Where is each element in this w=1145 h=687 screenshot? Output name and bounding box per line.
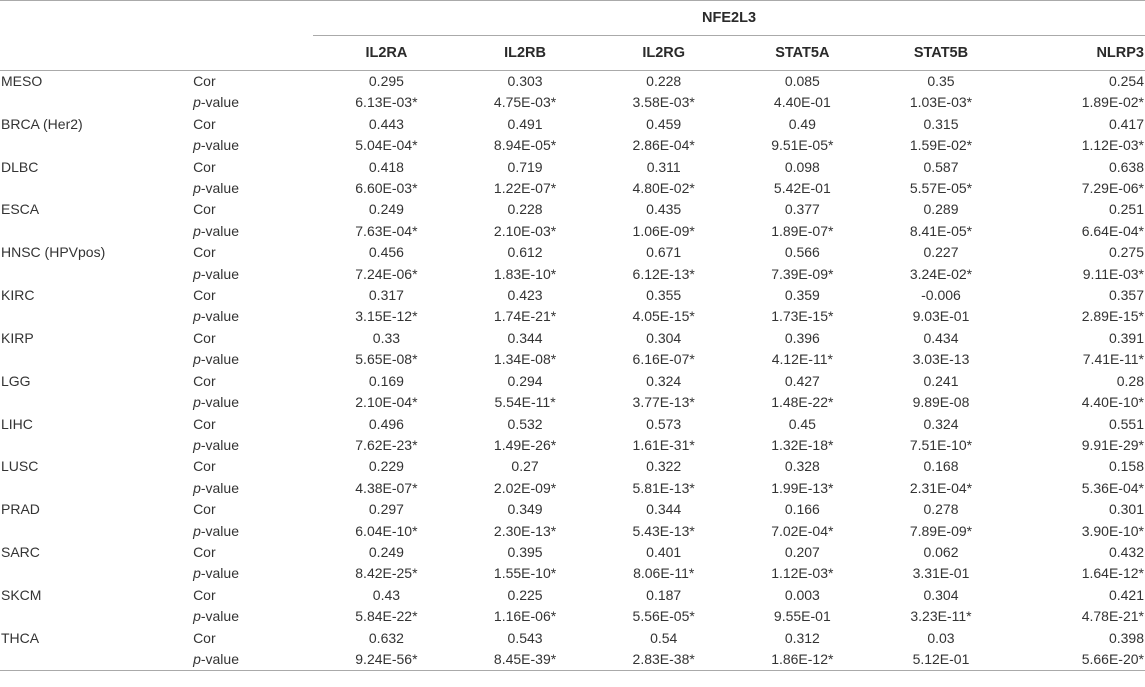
- stat-label-cor: Cor: [193, 73, 216, 89]
- p-suffix: -value: [200, 180, 239, 197]
- table-row-pvalue: [0, 135, 1145, 156]
- pvalue-cell: 8.42E-25*: [355, 565, 418, 582]
- pvalue-cell: 7.29E-06*: [1081, 180, 1144, 197]
- stat-label-pvalue: [193, 306, 313, 327]
- p-suffix: -value: [200, 351, 239, 368]
- cancer-type-label: MESO: [1, 73, 43, 89]
- table-row-pvalue: [0, 606, 1145, 627]
- pvalue-cell: 2.10E-03*: [493, 222, 557, 239]
- cor-value-cell: 0.344: [646, 501, 682, 518]
- p-italic: p: [193, 94, 201, 111]
- cor-value-cell: 0.158: [1108, 458, 1144, 475]
- pvalue-cell: 1.86E-12*: [729, 649, 868, 671]
- cor-value-cell: 0.249: [368, 201, 404, 218]
- table-row-pvalue: [0, 478, 1145, 499]
- p-italic: p: [193, 265, 201, 282]
- cor-value-cell: 0.349: [507, 501, 543, 518]
- empty-cell: [0, 92, 193, 113]
- pvalue-cell: 6.16E-07*: [632, 351, 695, 368]
- cor-value-cell: 0.357: [1108, 287, 1144, 304]
- stat-label-pvalue: [193, 178, 313, 199]
- pvalue-cell: 2.83E-38*: [590, 649, 729, 671]
- p-italic: p: [193, 351, 201, 368]
- table-row-pvalue: [0, 306, 1145, 327]
- cor-value-cell: 0.532: [507, 415, 543, 432]
- pvalue-cell: 6.60E-03*: [355, 180, 418, 197]
- empty-cell: [0, 521, 193, 542]
- pvalue-cell: 7.24E-06*: [355, 265, 418, 282]
- cor-value-cell: 0.098: [784, 158, 820, 175]
- stat-label-cor: Cor: [193, 244, 216, 261]
- cor-value-cell: 0.456: [368, 244, 404, 261]
- cor-value-cell: 0.35: [927, 73, 955, 89]
- table-row-pvalue: [0, 649, 1145, 671]
- cor-value-cell: 0.228: [507, 201, 543, 218]
- pvalue-cell: 1.12E-03*: [771, 565, 834, 582]
- cor-value-cell: 0.43: [372, 586, 401, 603]
- pvalue-cell: 5.81E-13*: [632, 479, 695, 496]
- pvalue-cell: 2.02E-09*: [493, 479, 557, 496]
- cor-value-cell: 0.443: [368, 115, 404, 132]
- stat-label-pvalue: [193, 563, 313, 584]
- pvalue-cell: 4.12E-11*: [771, 351, 833, 368]
- pvalue-cell: 5.04E-04*: [355, 137, 418, 154]
- cor-value-cell: 0.003: [784, 586, 820, 603]
- pvalue-cell: 1.32E-18*: [771, 436, 834, 453]
- pvalue-cell: 2.86E-04*: [632, 137, 695, 154]
- stat-label-cor: Cor: [193, 458, 216, 475]
- table-row-cor: [0, 157, 1145, 178]
- blank-header-cell: [0, 36, 193, 71]
- cor-value-cell: 0.45: [788, 415, 816, 432]
- table-row-pvalue: [0, 392, 1145, 413]
- p-italic: p: [193, 394, 201, 411]
- stat-label-cor: Cor: [193, 158, 216, 175]
- pvalue-cell: 6.64E-04*: [1081, 222, 1144, 239]
- table-row-pvalue: [0, 521, 1145, 542]
- cor-value-cell: 0.295: [368, 73, 404, 89]
- cor-value-cell: 0.251: [1108, 201, 1144, 218]
- pvalue-cell: 2.31E-04*: [909, 479, 973, 496]
- cor-value-cell: 0.289: [923, 201, 959, 218]
- pvalue-cell: 9.91E-29*: [1081, 436, 1144, 453]
- p-italic: p: [193, 308, 201, 325]
- stat-label-pvalue: [193, 521, 313, 542]
- cor-value-cell: 0.432: [1108, 543, 1144, 560]
- stat-label-pvalue: [193, 349, 313, 370]
- stat-label-cor: Cor: [193, 501, 216, 518]
- cor-value-cell: -0.006: [921, 287, 961, 304]
- pvalue-cell: 3.58E-03*: [632, 94, 695, 111]
- cor-value-cell: 0.225: [507, 586, 543, 603]
- table-row-pvalue: [0, 563, 1145, 584]
- table-row-pvalue: [0, 349, 1145, 370]
- stat-label-cor: Cor: [193, 543, 216, 560]
- pvalue-cell: 9.24E-56*: [313, 649, 452, 671]
- cor-value-cell: 0.227: [923, 244, 959, 261]
- table-row-cor: [0, 585, 1145, 606]
- stat-label-pvalue: [193, 435, 313, 456]
- cancer-type-label: THCA: [1, 629, 40, 646]
- table-row-cor: [0, 199, 1145, 220]
- cor-value-cell: 0.391: [1108, 329, 1144, 346]
- pvalue-cell: 4.05E-15*: [632, 308, 695, 325]
- empty-cell: [0, 349, 193, 370]
- pvalue-cell: 7.02E-04*: [771, 522, 834, 539]
- cor-value-cell: 0.612: [507, 244, 543, 261]
- cor-value-cell: 0.344: [507, 329, 543, 346]
- cor-value-cell: 0.03: [927, 629, 955, 646]
- cancer-type-label: ESCA: [1, 201, 40, 218]
- cor-value-cell: 0.187: [646, 586, 682, 603]
- pvalue-cell: 1.55E-10*: [493, 565, 557, 582]
- pvalue-cell: 9.11E-03*: [1082, 265, 1144, 282]
- empty-cell: [0, 221, 193, 242]
- pvalue-cell: 1.22E-07*: [493, 180, 557, 197]
- pvalue-cell: 5.65E-08*: [355, 351, 418, 368]
- table-row-pvalue: [0, 221, 1145, 242]
- pvalue-cell: 1.12E-03*: [1081, 137, 1144, 154]
- stat-label-pvalue: [193, 606, 313, 627]
- table-row-pvalue: [0, 92, 1145, 113]
- cor-value-cell: 0.418: [368, 158, 404, 175]
- pvalue-cell: 4.80E-02*: [632, 180, 695, 197]
- cor-value-cell: 0.229: [368, 458, 404, 475]
- pvalue-cell: 7.63E-04*: [355, 222, 418, 239]
- cor-value-cell: 0.207: [784, 543, 820, 560]
- pvalue-cell: 3.24E-02*: [909, 265, 973, 282]
- pvalue-cell: 5.43E-13*: [632, 522, 695, 539]
- p-italic: p: [193, 565, 201, 582]
- table-row-cor: [0, 114, 1145, 135]
- column-header-il2rg: IL2RG: [590, 36, 729, 71]
- pvalue-cell: 3.90E-10*: [1081, 522, 1144, 539]
- pvalue-cell: 2.10E-04*: [355, 394, 418, 411]
- cor-value-cell: 0.168: [923, 458, 959, 475]
- stat-label-cor: Cor: [193, 586, 216, 603]
- cor-value-cell: 0.421: [1108, 586, 1144, 603]
- cor-value-cell: 0.315: [923, 115, 959, 132]
- pvalue-cell: 8.94E-05*: [493, 137, 557, 154]
- pvalue-cell: 6.12E-13*: [632, 265, 695, 282]
- p-italic: p: [193, 222, 201, 239]
- pvalue-cell: 7.51E-10*: [909, 436, 973, 453]
- pvalue-cell: 1.48E-22*: [771, 394, 834, 411]
- p-suffix: -value: [200, 522, 239, 539]
- cor-value-cell: 0.275: [1108, 244, 1144, 261]
- pvalue-cell: 4.38E-07*: [355, 479, 418, 496]
- cor-value-cell: 0.254: [1108, 73, 1144, 89]
- pvalue-cell: 6.04E-10*: [355, 522, 418, 539]
- table-row-cor: [0, 414, 1145, 435]
- pvalue-cell: 7.39E-09*: [771, 265, 834, 282]
- stat-label-pvalue: [193, 264, 313, 285]
- pvalue-cell: 5.56E-05*: [632, 608, 695, 625]
- cor-value-cell: 0.401: [646, 543, 682, 560]
- cor-value-cell: 0.228: [646, 73, 682, 89]
- column-header-nlrp3: NLRP3: [1006, 36, 1145, 71]
- pvalue-cell: 3.15E-12*: [355, 308, 418, 325]
- cor-value-cell: 0.427: [784, 372, 820, 389]
- cor-value-cell: 0.638: [1108, 158, 1144, 175]
- cor-value-cell: 0.062: [923, 543, 959, 560]
- pvalue-cell: 8.06E-11*: [633, 565, 695, 582]
- cor-value-cell: 0.719: [507, 158, 543, 175]
- cor-value-cell: 0.566: [784, 244, 820, 261]
- empty-cell: [0, 435, 193, 456]
- cor-value-cell: 0.085: [784, 73, 820, 89]
- p-italic: p: [193, 650, 201, 667]
- cor-value-cell: 0.312: [784, 629, 820, 646]
- pvalue-cell: 4.40E-10*: [1081, 394, 1144, 411]
- p-italic: p: [193, 479, 201, 496]
- cor-value-cell: 0.355: [646, 287, 682, 304]
- cancer-type-label: BRCA (Her2): [1, 115, 83, 132]
- empty-cell: [0, 178, 193, 199]
- p-suffix: -value: [200, 608, 239, 625]
- cancer-type-label: SKCM: [1, 586, 42, 603]
- pvalue-cell: 2.30E-13*: [493, 522, 557, 539]
- pvalue-cell: 5.57E-05*: [909, 180, 973, 197]
- cancer-type-label: SARC: [1, 543, 40, 560]
- pvalue-cell: 1.73E-15*: [771, 308, 834, 325]
- p-suffix: -value: [200, 265, 239, 282]
- cor-value-cell: 0.359: [784, 287, 820, 304]
- cor-value-cell: 0.278: [923, 501, 959, 518]
- cor-value-cell: 0.311: [646, 158, 681, 175]
- cancer-type-label: LIHC: [1, 415, 33, 432]
- cor-value-cell: 0.241: [923, 372, 959, 389]
- p-suffix: -value: [200, 436, 239, 453]
- empty-cell: [0, 478, 193, 499]
- stat-label-cor: Cor: [193, 372, 216, 389]
- blank-header-cell: [0, 1, 193, 36]
- stat-label-cor: Cor: [193, 329, 216, 346]
- table-row-cor: [0, 456, 1145, 477]
- cor-value-cell: 0.435: [646, 201, 682, 218]
- cor-value-cell: 0.434: [923, 329, 959, 346]
- cancer-type-label: KIRC: [1, 287, 35, 304]
- pvalue-cell: 4.40E-01: [773, 94, 831, 111]
- cor-value-cell: 0.395: [507, 543, 543, 560]
- pvalue-cell: 8.41E-05*: [909, 222, 973, 239]
- stat-label-pvalue: [193, 478, 313, 499]
- pvalue-cell: 4.75E-03*: [493, 94, 557, 111]
- cancer-type-label: LUSC: [1, 458, 39, 475]
- cor-value-cell: 0.491: [507, 115, 543, 132]
- cor-value-cell: 0.304: [646, 329, 682, 346]
- pvalue-cell: 5.36E-04*: [1081, 479, 1144, 496]
- cor-value-cell: 0.54: [650, 629, 678, 646]
- cancer-type-label: PRAD: [1, 501, 40, 518]
- stat-label-cor: Cor: [193, 415, 216, 432]
- pvalue-cell: 6.13E-03*: [355, 94, 418, 111]
- empty-cell: [0, 135, 193, 156]
- table-row-cor: [0, 71, 1145, 93]
- pvalue-cell: 8.45E-39*: [452, 649, 591, 671]
- blank-header-cell: [193, 36, 313, 71]
- pvalue-cell: 5.42E-01: [773, 180, 831, 197]
- p-suffix: -value: [200, 137, 239, 154]
- p-italic: p: [193, 180, 201, 197]
- p-suffix: -value: [200, 479, 239, 496]
- pvalue-cell: 5.12E-01: [868, 649, 1007, 671]
- pvalue-cell: 3.31E-01: [912, 565, 970, 582]
- pvalue-cell: 5.84E-22*: [355, 608, 418, 625]
- pvalue-cell: 1.34E-08*: [493, 351, 557, 368]
- pvalue-cell: 1.59E-02*: [909, 137, 973, 154]
- cor-value-cell: 0.396: [784, 329, 820, 346]
- p-suffix: -value: [200, 565, 239, 582]
- cor-value-cell: 0.303: [507, 73, 543, 89]
- pvalue-cell: 7.89E-09*: [909, 522, 973, 539]
- pvalue-cell: 3.77E-13*: [632, 394, 695, 411]
- cor-value-cell: 0.423: [507, 287, 543, 304]
- cor-value-cell: 0.324: [646, 372, 682, 389]
- cor-value-cell: 0.169: [368, 372, 404, 389]
- cor-value-cell: 0.587: [923, 158, 959, 175]
- gene-group-header: NFE2L3: [313, 1, 1145, 36]
- table-body: [0, 71, 1145, 671]
- table-row-pvalue: [0, 435, 1145, 456]
- cor-value-cell: 0.496: [368, 415, 404, 432]
- cor-value-cell: 0.33: [372, 329, 401, 346]
- table-row-cor: [0, 328, 1145, 349]
- cor-value-cell: 0.328: [784, 458, 820, 475]
- cor-value-cell: 0.322: [646, 458, 682, 475]
- pvalue-cell: 7.62E-23*: [355, 436, 418, 453]
- empty-cell: [0, 264, 193, 285]
- cor-value-cell: 0.49: [788, 115, 816, 132]
- pvalue-cell: 1.64E-12*: [1081, 565, 1144, 582]
- empty-cell: [0, 606, 193, 627]
- pvalue-cell: 9.55E-01: [773, 608, 831, 625]
- table-row-cor: [0, 542, 1145, 563]
- cor-value-cell: 0.301: [1108, 501, 1144, 518]
- pvalue-cell: 4.78E-21*: [1081, 608, 1144, 625]
- column-header-stat5a: STAT5A: [729, 36, 868, 71]
- cor-value-cell: 0.377: [784, 201, 820, 218]
- pvalue-cell: 1.89E-07*: [771, 222, 834, 239]
- cor-value-cell: 0.317: [368, 287, 404, 304]
- p-suffix: -value: [200, 222, 239, 239]
- p-italic: p: [193, 522, 201, 539]
- empty-cell: [0, 649, 193, 671]
- p-italic: p: [193, 137, 201, 154]
- cancer-type-label: LGG: [1, 372, 31, 389]
- pvalue-cell: 1.49E-26*: [493, 436, 557, 453]
- pvalue-cell: 9.03E-01: [912, 308, 970, 325]
- pvalue-cell: 1.61E-31*: [632, 436, 695, 453]
- cor-value-cell: 0.324: [923, 415, 959, 432]
- column-header-il2rb: IL2RB: [452, 36, 591, 71]
- pvalue-cell: 1.16E-06*: [493, 608, 557, 625]
- stat-label-pvalue: [193, 135, 313, 156]
- cor-value-cell: 0.398: [1108, 629, 1144, 646]
- pvalue-cell: 9.51E-05*: [771, 137, 834, 154]
- cor-value-cell: 0.166: [784, 501, 820, 518]
- table-row-pvalue: [0, 178, 1145, 199]
- pvalue-cell: 9.89E-08: [912, 394, 970, 411]
- empty-cell: [0, 306, 193, 327]
- p-italic: p: [193, 608, 201, 625]
- p-italic: p: [193, 436, 201, 453]
- column-header-stat5b: STAT5B: [868, 36, 1007, 71]
- table-row-pvalue: [0, 264, 1145, 285]
- cancer-type-label: HNSC (HPVpos): [1, 244, 106, 261]
- cancer-type-label: KIRP: [1, 329, 34, 346]
- cor-value-cell: 0.249: [368, 543, 404, 560]
- pvalue-cell: 3.03E-13: [912, 351, 970, 368]
- pvalue-cell: 2.89E-15*: [1081, 308, 1144, 325]
- stat-label-cor: Cor: [193, 201, 216, 218]
- pvalue-cell: 1.03E-03*: [909, 94, 973, 111]
- cor-value-cell: 0.417: [1108, 115, 1144, 132]
- pvalue-cell: 1.89E-02*: [1081, 94, 1144, 111]
- cor-value-cell: 0.551: [1108, 415, 1144, 432]
- cor-value-cell: 0.459: [646, 115, 682, 132]
- group-header-row: [0, 1, 1145, 36]
- table-row-cor: [0, 499, 1145, 520]
- cor-value-cell: 0.27: [511, 458, 539, 475]
- stat-label-pvalue: [193, 221, 313, 242]
- table-row-cor: [0, 285, 1145, 306]
- pvalue-cell: 1.74E-21*: [493, 308, 557, 325]
- stat-label-pvalue: [193, 392, 313, 413]
- cor-value-cell: 0.543: [507, 629, 543, 646]
- stat-label-cor: Cor: [193, 115, 216, 132]
- cor-value-cell: 0.294: [507, 372, 543, 389]
- table-row-cor: [0, 371, 1145, 392]
- cor-value-cell: 0.297: [368, 501, 404, 518]
- cancer-type-label: DLBC: [1, 158, 39, 175]
- cor-value-cell: 0.28: [1116, 372, 1144, 389]
- stat-label-cor: Cor: [193, 629, 216, 646]
- stat-label-pvalue: [193, 649, 313, 671]
- table-row-cor: [0, 242, 1145, 263]
- pvalue-cell: 1.99E-13*: [771, 479, 834, 496]
- table-row-cor: [0, 628, 1145, 649]
- pvalue-cell: 1.83E-10*: [493, 265, 557, 282]
- empty-cell: [0, 392, 193, 413]
- column-header-il2ra: IL2RA: [313, 36, 452, 71]
- p-suffix: -value: [200, 650, 239, 667]
- cor-value-cell: 0.671: [646, 244, 682, 261]
- column-header-row: [0, 36, 1145, 71]
- stat-label-cor: Cor: [193, 287, 216, 304]
- blank-header-cell: [193, 1, 313, 36]
- p-suffix: -value: [200, 308, 239, 325]
- stat-label-pvalue: [193, 92, 313, 113]
- pvalue-cell: 1.06E-09*: [632, 222, 695, 239]
- p-suffix: -value: [200, 94, 239, 111]
- pvalue-cell: 5.54E-11*: [494, 394, 556, 411]
- cor-value-cell: 0.632: [368, 629, 404, 646]
- p-suffix: -value: [200, 394, 239, 411]
- pvalue-cell: 5.66E-20*: [1006, 649, 1145, 671]
- pvalue-cell: 7.41E-11*: [1082, 351, 1144, 368]
- cor-value-cell: 0.573: [646, 415, 682, 432]
- empty-cell: [0, 563, 193, 584]
- cor-value-cell: 0.304: [923, 586, 959, 603]
- pvalue-cell: 3.23E-11*: [910, 608, 972, 625]
